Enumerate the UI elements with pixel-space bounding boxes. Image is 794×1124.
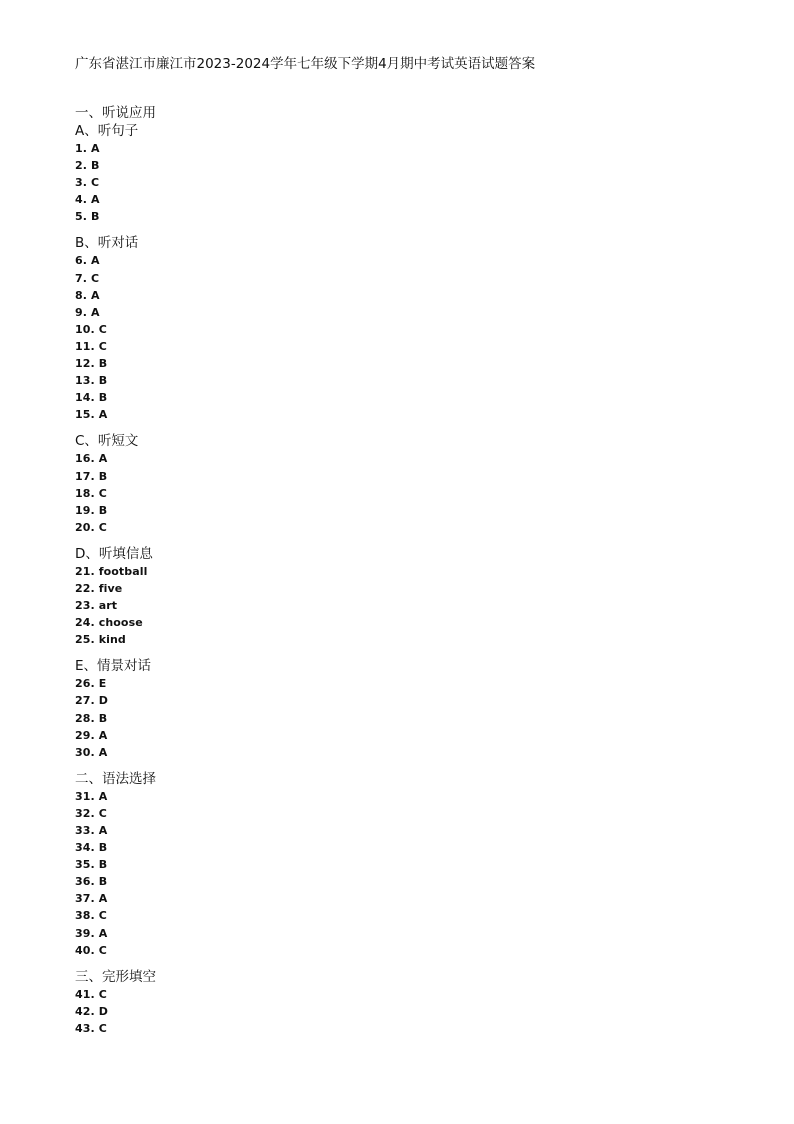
answer-item: 8. A [75,288,100,302]
section-heading: 二、语法选择 [75,770,156,787]
section-heading: 一、听说应用 [75,105,156,121]
section-heading: E、情景对话 [75,658,152,675]
answer-item: 22. five [75,581,123,595]
answer-item: 20. C [75,520,107,534]
answer-item: 28. B [75,711,108,725]
answer-item: 14. B [75,391,108,405]
answer-item: 37. A [75,892,108,906]
answer-item: 19. B [75,503,108,517]
answer-section [75,104,156,122]
answer-section [75,657,156,760]
answer-item: 34. B [75,841,108,855]
section-heading: 三、完形填空 [75,968,156,985]
answer-item: 32. C [75,806,107,820]
answer-item: 33. A [75,824,108,837]
answer-item: 6. A [75,254,100,268]
section-heading: D、听填信息 [75,545,153,562]
answer-item: 27. D [75,694,108,708]
answer-section [75,968,156,1037]
answer-item: 30. A [75,745,108,759]
answer-item: 26. E [75,677,107,691]
answer-item: 10. C [75,322,107,336]
answer-item: 43. C [75,1021,107,1035]
answer-item: 16. A [75,452,108,466]
section-heading: C、听短文 [75,433,139,450]
answer-item: 24. choose [75,616,143,630]
answer-item: 17. B [75,469,108,483]
answer-item: 36. B [75,875,108,889]
answer-section [75,234,156,423]
answer-item: 25. kind [75,633,126,647]
answer-item: 40. C [75,943,107,957]
answer-item: 15. A [75,408,108,422]
answer-section [75,545,156,648]
answer-item: 29. A [75,728,108,742]
answer-item: 42. D [75,1004,108,1018]
answer-item: 11. C [75,339,107,353]
answer-item: 2. B [75,159,100,173]
answer-item: 4. A [75,193,100,207]
answer-item: 7. C [75,271,100,285]
answer-item: 1. A [75,142,100,155]
answer-item: 3. C [75,176,100,190]
section-heading: A、听句子 [75,123,139,139]
answer-item: 31. A [75,789,108,803]
answer-section [75,770,156,959]
answer-item: 38. C [75,909,107,923]
answer-item: 13. B [75,374,108,388]
answer-item: 41. C [75,987,107,1001]
answer-item: 35. B [75,858,108,872]
answer-item: 18. C [75,486,107,500]
answer-item: 9. A [75,305,100,319]
answer-item: 21. football [75,564,148,578]
answer-item: 23. art [75,599,118,613]
answer-section [75,122,156,225]
answer-section [75,432,156,535]
answer-item: 39. A [75,926,108,940]
section-heading: B、听对话 [75,235,139,252]
answer-item: 5. B [75,210,100,224]
document-title: 广东省湛江市廉江市2023-2024学年七年级下学期4月期中考试英语试题答案 [75,56,536,72]
answer-item: 12. B [75,357,108,371]
answer-content [75,104,156,1046]
